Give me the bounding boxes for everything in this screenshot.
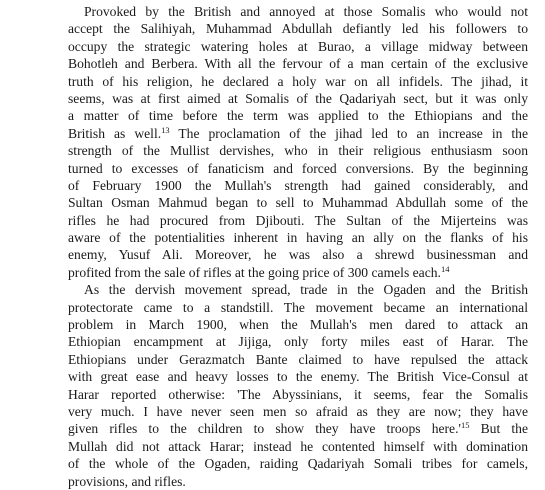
text-line: strength of the Mullist dervishes, who in their religious enthusiasm soon (68, 143, 528, 159)
text-line: As the dervish movement spread, trade in the Ogaden and the British (84, 282, 528, 298)
paragraph-2 (68, 281, 528, 490)
footnote-13[interactable]: 13 (161, 124, 170, 135)
text-fragment: given rifles to the children to show they have troops here.' (68, 421, 461, 437)
text-line: problem in March 1900, when the Mullah's men dared to attack an (68, 317, 528, 333)
text-line: a matter of time before the term was applied to the Ethiopians and the (68, 108, 528, 124)
text-line (68, 125, 528, 142)
paragraph-1 (68, 3, 528, 281)
text-fragment: British as well. (68, 125, 162, 141)
text-line (68, 264, 528, 281)
text-line: very much. I have never seen men so afraid as they are now; they have (68, 403, 528, 419)
text-line: aware of the potentialities inherent in having an ally on the flanks of his (68, 230, 528, 246)
text-line: rifles he had procured from Djibouti. The Sultan of the Mijerteins was (68, 212, 528, 228)
footnote-15[interactable]: 15 (460, 420, 470, 431)
text-line: occupy the strategic watering holes at Burao, a village midway between (68, 38, 528, 54)
text-line: with great ease and heavy losses to the enemy. The British Vice-Consul at (68, 369, 528, 385)
text-line: enemy, Yusuf Ali. Moreover, he was also a shrewd businessman and (68, 247, 528, 263)
text-line: Sultan Osman Mahmud began to sell to Muhammad Abdullah some of the (68, 195, 528, 211)
text-line: Provoked by the British and annoyed at those Somalis who would not (84, 4, 528, 19)
text-line: Ethiopian encampment at Jijiga, only forty miles east of Harar. The (68, 334, 528, 350)
text-fragment: But the (469, 421, 528, 437)
text-line: of the whole of the Ogaden, raiding Qadariyah Somali tribes for camels, (68, 456, 528, 472)
text-fragment: The proclamation of the jihad led to an increase in the (169, 125, 528, 141)
text-line: of February 1900 the Mullah's strength had gained considerably, and (68, 177, 528, 193)
footnote-14[interactable]: 14 (440, 263, 450, 274)
text-line: Ethiopians under Gerazmatch Bante claimed to have repulsed the attack (68, 351, 528, 367)
text-line: truth of his religion, he declared a holy war on all infidels. The jihad, it (68, 73, 528, 89)
text-line: accept the Salihiyah, Muhammad Abdullah defiantly led his followers to (68, 21, 528, 37)
text-line: Harar reported otherwise: 'The Abyssinians, it seems, fear the Somalis (68, 386, 528, 402)
text-line: seems, was at first aimed at Somalis of the Qadariyah sect, but it was only (68, 90, 528, 106)
text-line: turned to excesses of fanaticism and forced conversions. By the beginning (68, 160, 528, 176)
text-line (68, 420, 528, 437)
document-page (68, 3, 528, 490)
text-line: protectorate came to a standstill. The movement became an international (68, 299, 528, 315)
text-line: provisions, and rifles. (68, 473, 186, 489)
text-line: Bohotleh and Berbera. With all the fervour of a man certain of the exclusive (68, 56, 528, 72)
text-line: Mullah did not attack Harar; instead he contented himself with domination (68, 438, 528, 454)
text-fragment: profited from the sale of rifles at the going price of 300 camels each. (68, 264, 441, 280)
